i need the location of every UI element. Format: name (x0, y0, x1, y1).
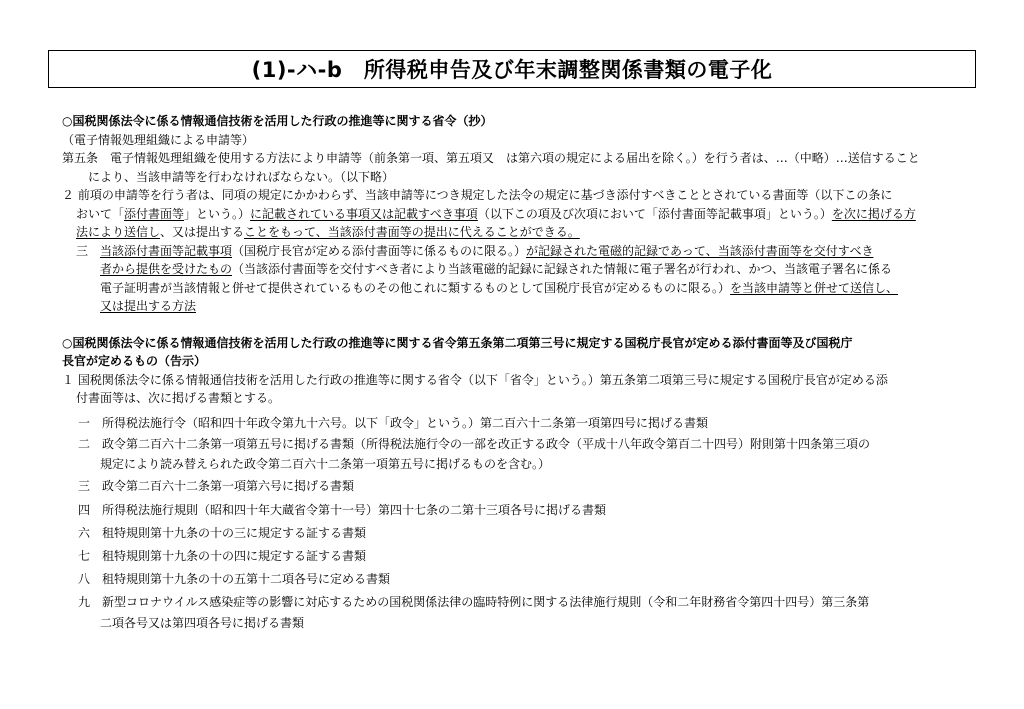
section2-heading-a: ○国税関係法令に係る情報通信技術を活用した行政の推進等に関する省令第五条第二項第三号に規定する国税庁長官が定める添付書面等及び国税庁 (62, 335, 853, 350)
title-box (48, 50, 976, 88)
list-item: 二 政令第二百六十二条第一項第五号に掲げる書類（所得税法施行令の一部を改正する政令（平成十八年政令第百二十四号）附則第十四条第三項の (78, 436, 871, 451)
list-item-continuation: 二項各号又は第四項各号に掲げる書類 (100, 615, 305, 630)
para2-line-a: ２ 前項の申請等を行う者は、同項の規定にかかわらず、当該申請等につき規定した法令の規定に基づき添付すべきこととされている書面等（以下この条に (62, 188, 893, 202)
item3-text: （国税庁長官が定める添付書面等に係るものに限る。） (232, 243, 527, 258)
page-title: (1)-ハ-b 所得税申告及び年末調整関係書類の電子化 (251, 58, 773, 82)
item3-line-d (62, 297, 972, 316)
para2-underlined: に記載されている事項又は記載すべき事項 (250, 206, 478, 221)
article5-continuation: により、当該申請等を行わなければならない。（以下略） (88, 169, 395, 184)
para2-line-c (62, 223, 972, 242)
item3-underlined: 者から提供を受けたもの (100, 262, 233, 276)
para2-text: （以下この項及び次項において「添付書面等記載事項」という。） (477, 206, 832, 221)
para2-text: 、又は提出する (160, 225, 245, 239)
item3-line-c (62, 279, 972, 298)
item3-text: 電子証明書が当該情報と併せて提供されているものその他これに類するものとして国税庁長官が定めるものに限る。） (100, 280, 731, 295)
item3-underlined: 当該添付書面等記載事項 (100, 243, 233, 258)
document-body (62, 112, 972, 633)
list-item: 四 所得税法施行規則（昭和四十年大蔵省令第十一号）第四十七条の二第十三項各号に掲げる書類 (78, 502, 607, 517)
section2-para1-b: 付書面等は、次に掲げる書類とする。 (76, 391, 281, 405)
item3-underlined: を当該申請等と併せて送信し、 (730, 280, 899, 295)
list-item: 七 租特規則第十九条の十の四に規定する証する書類 (78, 548, 367, 563)
item3-text: 三 (76, 243, 101, 258)
list-item: 八 租特規則第十九条の十の五第十二項各号に定める書類 (78, 571, 391, 586)
section2-para1-a: １ 国税関係法令に係る情報通信技術を活用した行政の推進等に関する省令（以下「省令」という。）第五条第二項第三号に規定する国税庁長官が定める添 (62, 372, 888, 387)
list-item: 九 新型コロナウイルス感染症等の影響に対応するための国税関係法律の臨時特例に関する法律施行規則（令和二年財務省令第四十四号）第三条第 (78, 594, 870, 609)
section1-heading: ○国税関係法令に係る情報通信技術を活用した行政の推進等に関する省令（抄） (62, 114, 493, 128)
section1-caption: （電子情報処理組織による申請等） (62, 132, 255, 147)
item3-underlined: 又は提出する方法 (100, 299, 197, 313)
item3-text: （当該添付書面等を交付すべき者により当該電磁的記録に記録された情報に電子署名が行われ、かつ、当該電子署名に係る (232, 262, 893, 276)
item3-line-a (62, 242, 972, 261)
list-item: 一 所得税法施行令（昭和四十年政令第九十六号。以下「政令」という。）第二百六十二条第一項第四号に掲げる書類 (78, 415, 709, 430)
para2-text: おいて「 (76, 206, 125, 221)
item3-line-b (62, 260, 972, 279)
list-item: 三 政令第二百六十二条第一項第六号に掲げる書類 (78, 478, 355, 493)
list-item: 六 租特規則第十九条の十の三に規定する証する書類 (78, 525, 367, 540)
para2-underlined: を次に掲げる方 (831, 206, 916, 221)
item3-underlined: が記録された電磁的記録であって、当該添付書面等を交付すべき (526, 243, 874, 258)
para2-underlined: 法により送信し (76, 225, 161, 239)
list-item-continuation: 規定により読み替えられた政令第二百六十二条第一項第五号に掲げるものを含む。） (100, 456, 551, 471)
para2-text: 」という。） (184, 206, 251, 221)
para2-underlined: ことをもって、当該添付書面等の提出に代えることができる。 (244, 225, 580, 239)
article5-line: 第五条 電子情報処理組織を使用する方法により申請等（前条第一項、第五項又 は第六項の規定による届出を除く。）を行う者は、…（中略）…送信すること (62, 151, 920, 165)
para2-line-b (62, 205, 972, 224)
section2-heading-b: 長官が定めるもの（告示） (62, 354, 207, 368)
para2-underlined: 添付書面等 (124, 206, 185, 221)
